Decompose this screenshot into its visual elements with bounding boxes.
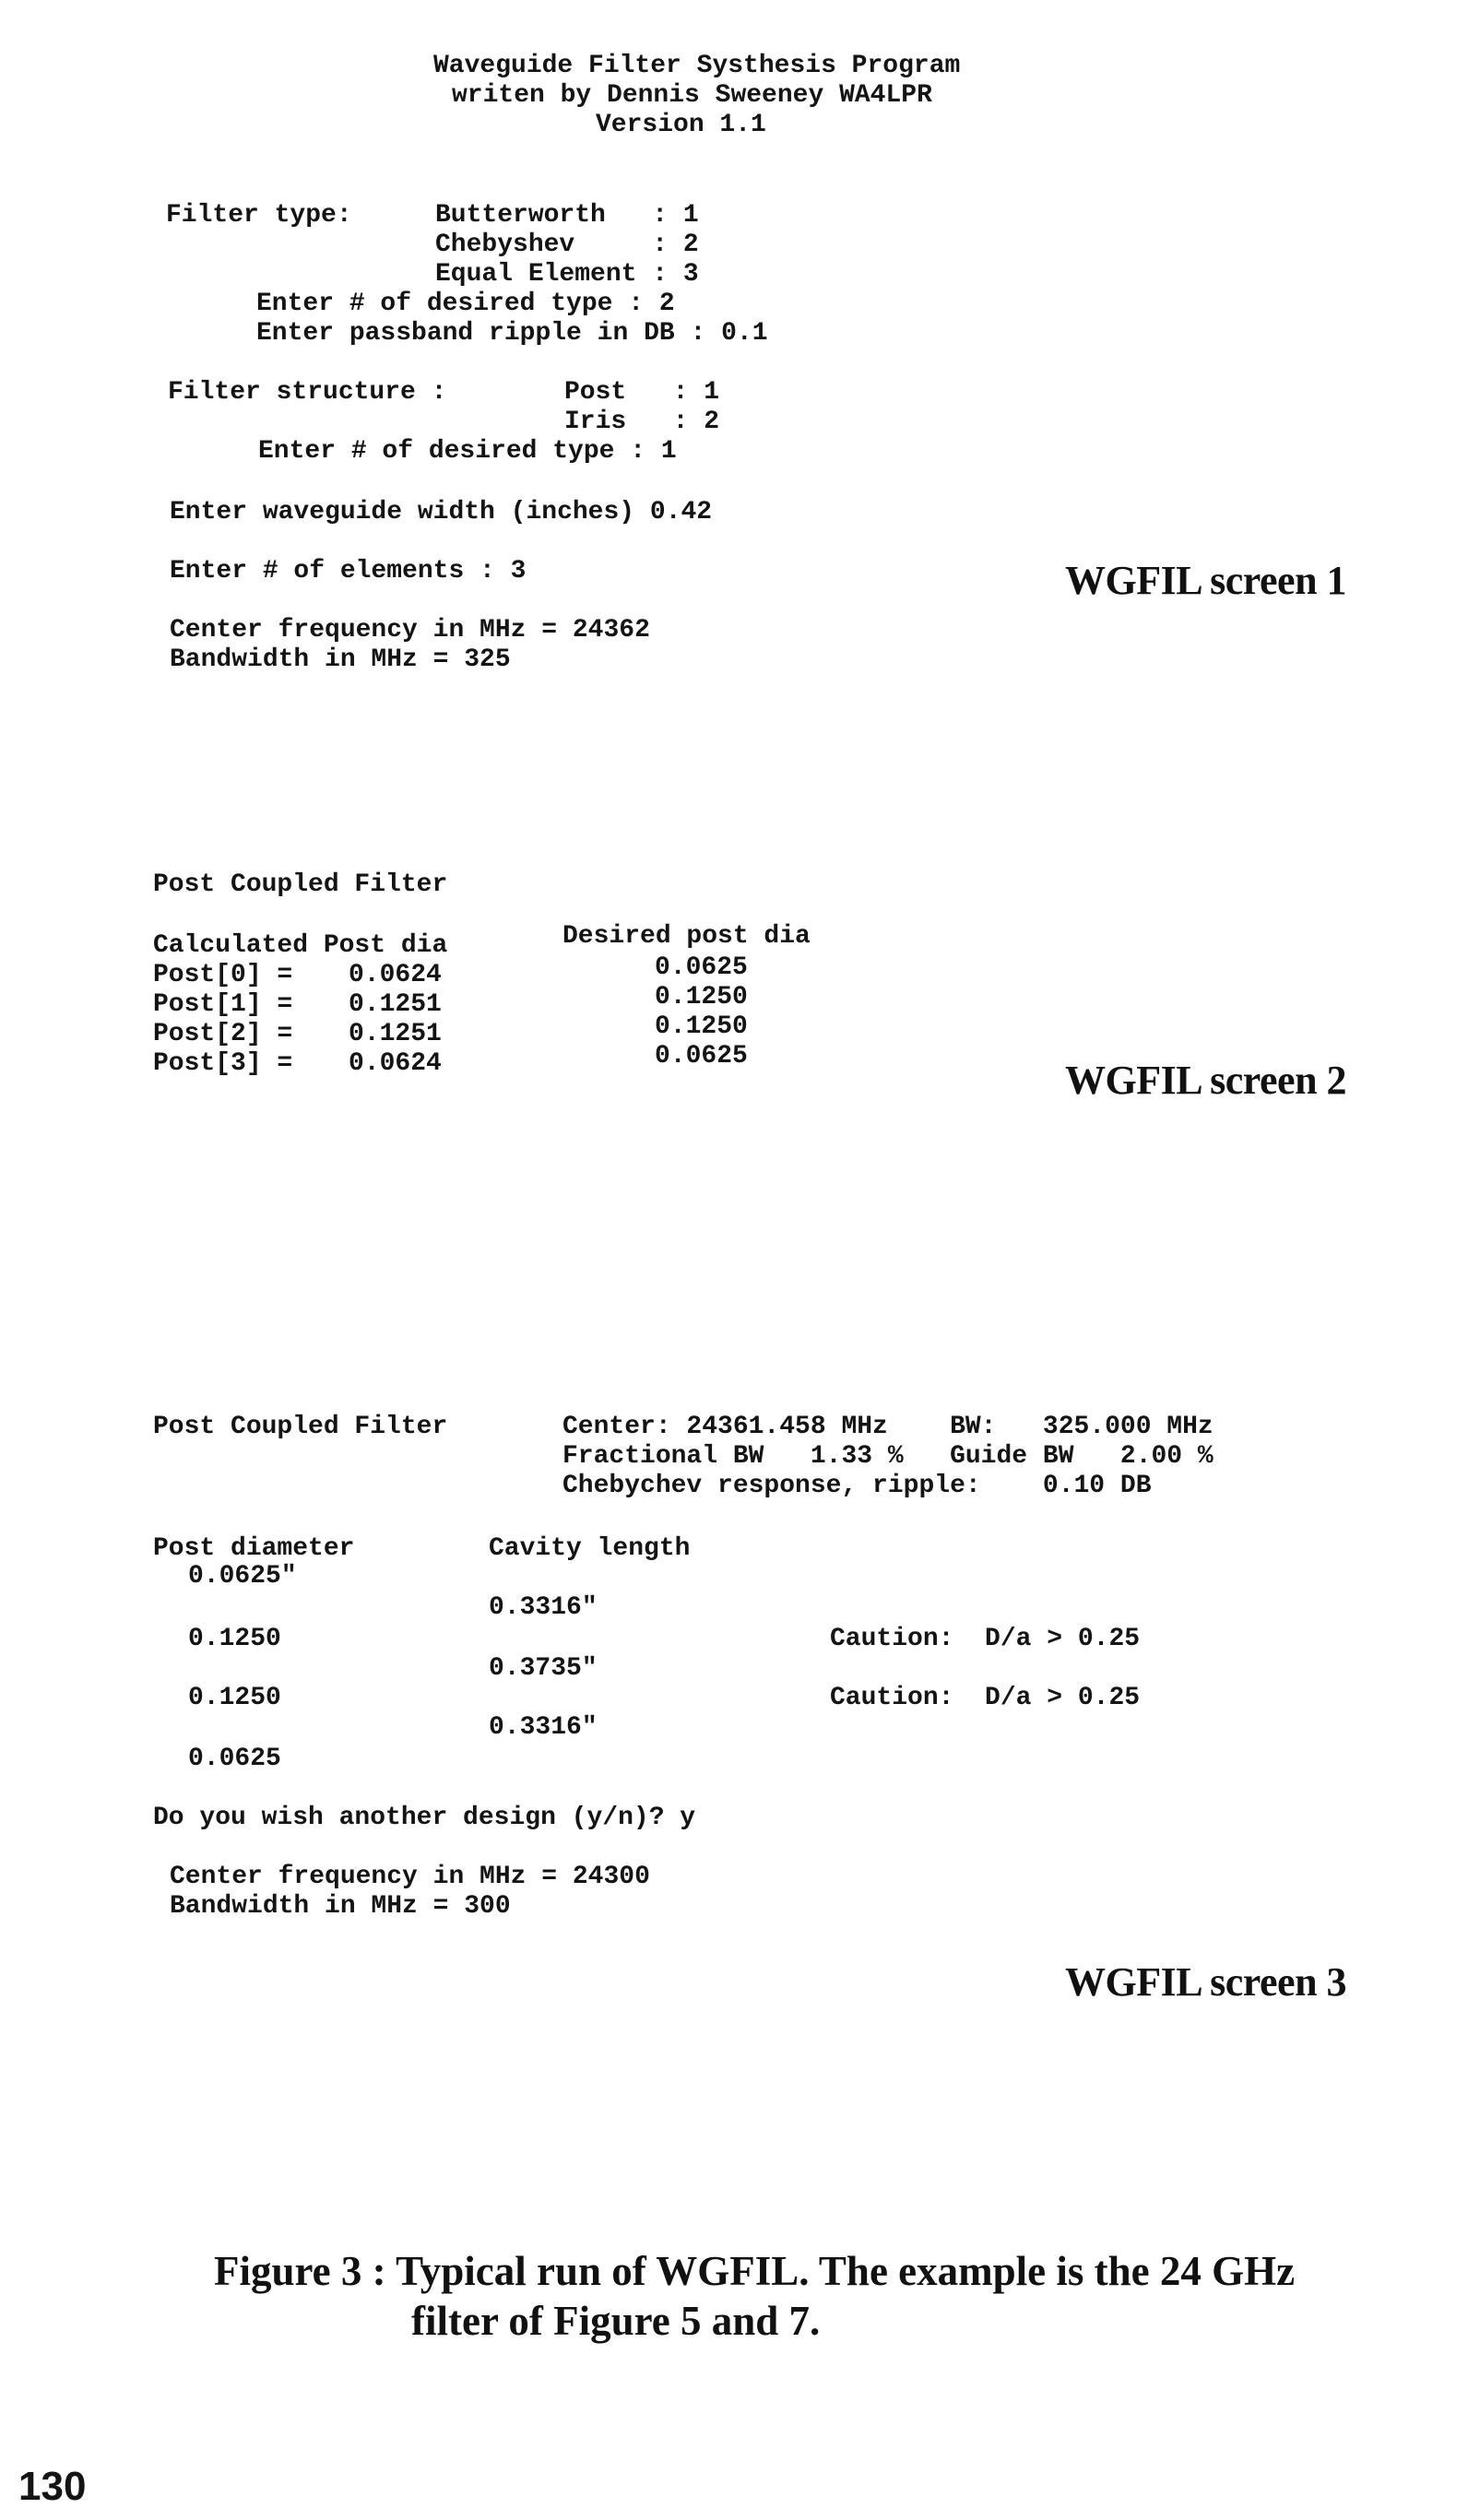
screen-1-label: WGFIL screen 1 — [1065, 558, 1347, 603]
post-diameter-value: 0.1250 — [188, 1625, 281, 1653]
page-number: 130 — [18, 2464, 87, 2509]
post-calculated-value: 0.1251 — [349, 990, 442, 1019]
post-row-label: Post[2] = — [153, 1020, 293, 1048]
program-title: Waveguide Filter Systhesis Program — [433, 52, 961, 80]
screen-2-label: WGFIL screen 2 — [1065, 1058, 1347, 1103]
cavity-length-value: 0.3316" — [489, 1713, 598, 1742]
center-frequency-prompt: Center frequency in MHz = 24300 — [170, 1863, 650, 1891]
caution-message: Caution: D/a > 0.25 — [830, 1684, 1141, 1712]
program-author: writen by Dennis Sweeney WA4LPR — [452, 81, 932, 110]
post-diameter-value: 0.0625" — [188, 1562, 297, 1591]
structure-option: Post : 1 — [564, 378, 720, 407]
filter-type-label: Filter type: — [166, 201, 352, 230]
post-calculated-value: 0.1251 — [349, 1020, 442, 1048]
program-version: Version 1.1 — [596, 111, 766, 139]
desired-post-dia-header: Desired post dia — [562, 922, 811, 951]
caution-message: Caution: D/a > 0.25 — [830, 1625, 1141, 1653]
post-coupled-filter-title: Post Coupled Filter — [153, 870, 448, 899]
post-diameter-header: Post diameter — [153, 1534, 355, 1563]
post-row-label: Post[3] = — [153, 1049, 293, 1078]
post-row-label: Post[0] = — [153, 961, 293, 989]
filter-type-option: Chebyshev : 2 — [435, 231, 699, 259]
structure-option: Iris : 2 — [564, 408, 720, 436]
bandwidth-prompt: Bandwidth in MHz = 300 — [170, 1892, 511, 1921]
enter-structure-prompt: Enter # of desired type : 1 — [258, 437, 677, 466]
filter-type-option: Butterworth : 1 — [435, 201, 699, 230]
enter-ripple-prompt: Enter passband ripple in DB : 0.1 — [256, 319, 768, 348]
post-desired-value: 0.1250 — [655, 1012, 748, 1041]
post-calculated-value: 0.0624 — [349, 961, 442, 989]
cavity-length-value: 0.3735" — [489, 1654, 598, 1683]
screen-3-label: WGFIL screen 3 — [1065, 1959, 1347, 2005]
bandwidth-prompt: Bandwidth in MHz = 325 — [170, 645, 511, 674]
calculated-post-dia-header: Calculated Post dia — [153, 931, 448, 960]
fractional-bw-info: Fractional BW 1.33 % Guide BW 2.00 % — [562, 1442, 1214, 1471]
post-diameter-value: 0.0625 — [188, 1745, 281, 1773]
waveguide-width-prompt: Enter waveguide width (inches) 0.42 — [170, 498, 713, 526]
response-info: Chebychev response, ripple: 0.10 DB — [562, 1472, 1152, 1500]
post-diameter-value: 0.1250 — [188, 1684, 281, 1712]
filter-structure-label: Filter structure : — [168, 378, 447, 407]
filter-type-option: Equal Element : 3 — [435, 260, 699, 289]
cavity-length-value: 0.3316" — [489, 1593, 598, 1622]
cavity-length-header: Cavity length — [489, 1534, 691, 1563]
another-design-prompt: Do you wish another design (y/n)? y — [153, 1804, 696, 1832]
center-frequency-prompt: Center frequency in MHz = 24362 — [170, 616, 650, 645]
post-coupled-filter-title: Post Coupled Filter — [153, 1413, 448, 1441]
post-desired-value: 0.1250 — [655, 983, 748, 1012]
post-row-label: Post[1] = — [153, 990, 293, 1019]
post-calculated-value: 0.0624 — [349, 1049, 442, 1078]
enter-type-prompt: Enter # of desired type : 2 — [256, 290, 675, 318]
center-bw-info: Center: 24361.458 MHz BW: 325.000 MHz — [562, 1413, 1214, 1441]
figure-caption-line: Figure 3 : Typical run of WGFIL. The example is the 24 GHz — [214, 2248, 1296, 2294]
post-desired-value: 0.0625 — [655, 953, 748, 982]
post-desired-value: 0.0625 — [655, 1042, 748, 1071]
elements-prompt: Enter # of elements : 3 — [170, 557, 527, 586]
figure-caption-line: filter of Figure 5 and 7. — [411, 2298, 821, 2344]
